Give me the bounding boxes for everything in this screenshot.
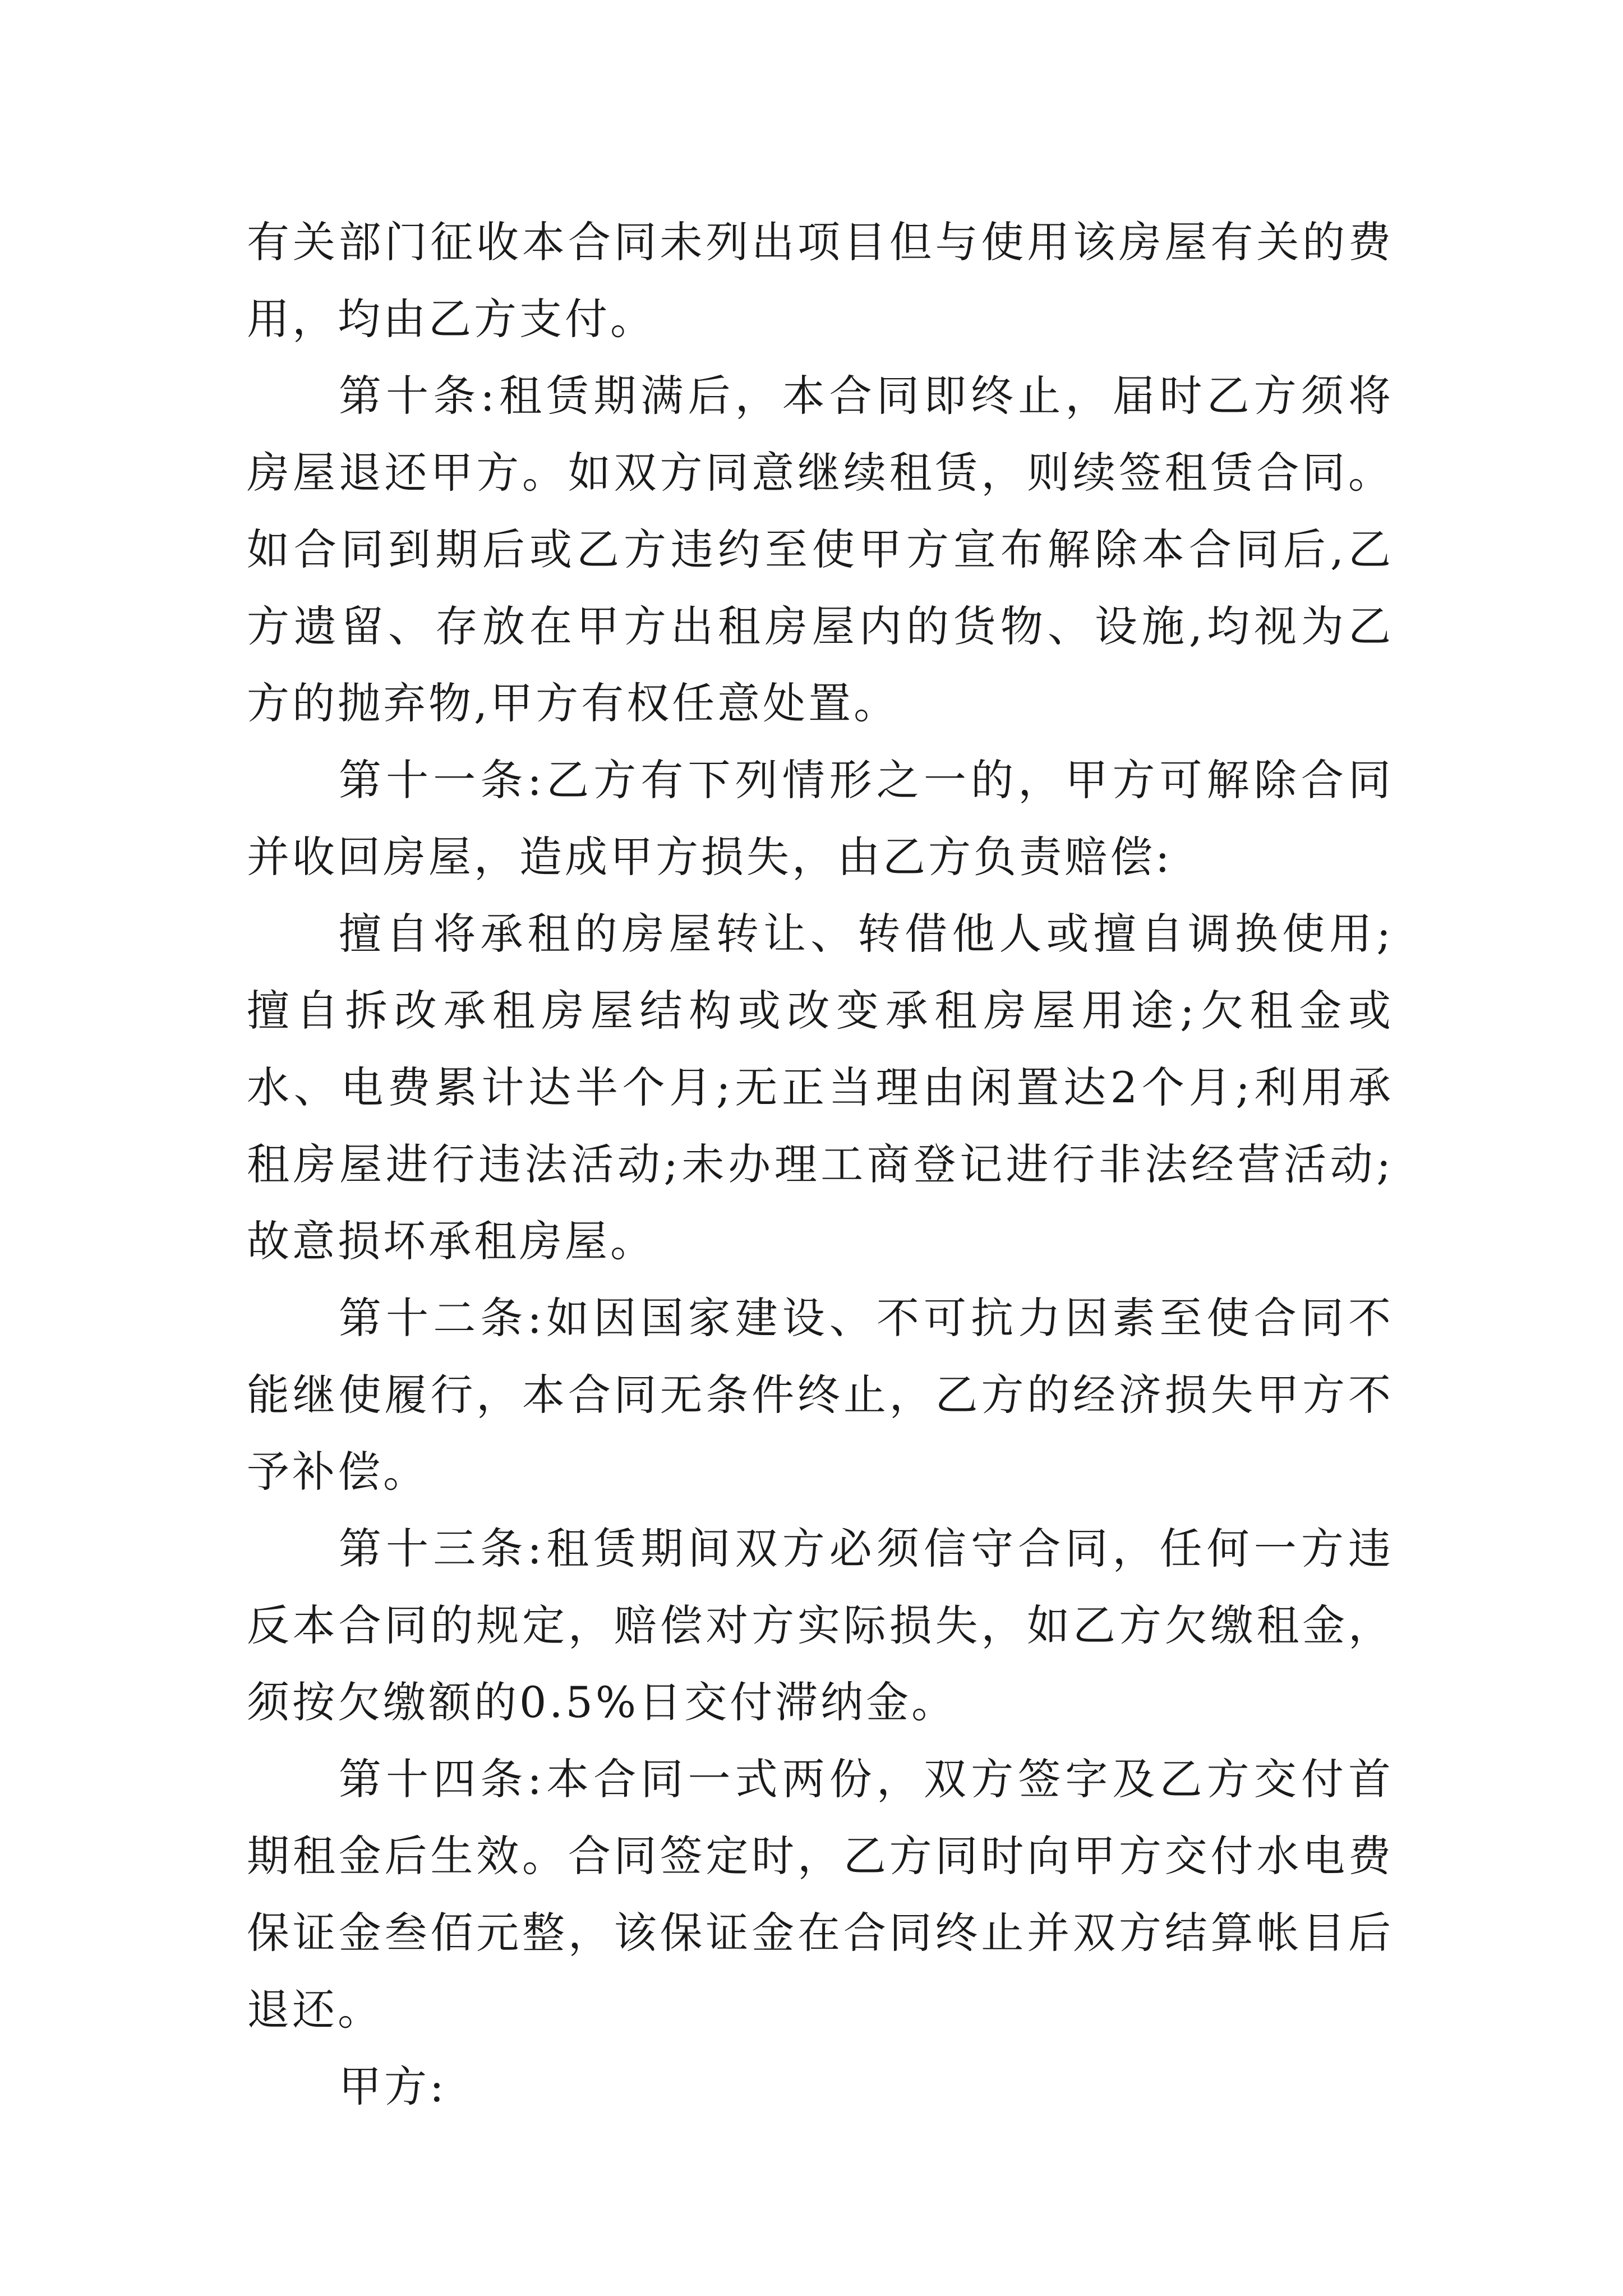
paragraph-article-13: 第十三条:租赁期间双方必须信守合同，任何一方违反本合同的规定，赔偿对方实际损失，如乙方欠缴租金，须按欠缴额的0.5%日交付滞纳金。 — [247, 1524, 1394, 1727]
document-body — [247, 204, 1394, 2125]
party-a-signature-label: 甲方: — [339, 2062, 447, 2111]
paragraph-article-14: 第十四条:本合同一式两份，双方签字及乙方交付首期租金后生效。合同签定时，乙方同时向甲方交付水电费保证金叁佰元整，该保证金在合同终止并双方结算帐目后退还。 — [247, 1754, 1394, 2035]
paragraph-article-12: 第十二条:如因国家建设、不可抗力因素至使合同不能继使履行，本合同无条件终止，乙方的经济损失甲方不予补偿。 — [247, 1293, 1394, 1497]
paragraph-article-11-conditions: 擅自将承租的房屋转让、转借他人或擅自调换使用;擅自拆改承租房屋结构或改变承租房屋用途;欠租金或水、电费累计达半个月;无正当理由闲置达2个月;利用承租房屋进行违法活动;未办理工商登记进行非法经营活动;故意损坏承租房屋。 — [247, 909, 1394, 1266]
paragraph-fee-continuation: 有关部门征收本合同未列出项目但与使用该房屋有关的费用，均由乙方支付。 — [247, 217, 1394, 344]
paragraph-article-10: 第十条:租赁期满后，本合同即终止，届时乙方须将房屋退还甲方。如双方同意继续租赁，则续签租赁合同。如合同到期后或乙方违约至使甲方宣布解除本合同后,乙方遗留、存放在甲方出租房屋内的货物、设施,均视为乙方的抛弃物,甲方有权任意处置。 — [247, 371, 1394, 728]
paragraph-article-11: 第十一条:乙方有下列情形之一的，甲方可解除合同并收回房屋，造成甲方损失，由乙方负责赔偿: — [247, 755, 1394, 882]
